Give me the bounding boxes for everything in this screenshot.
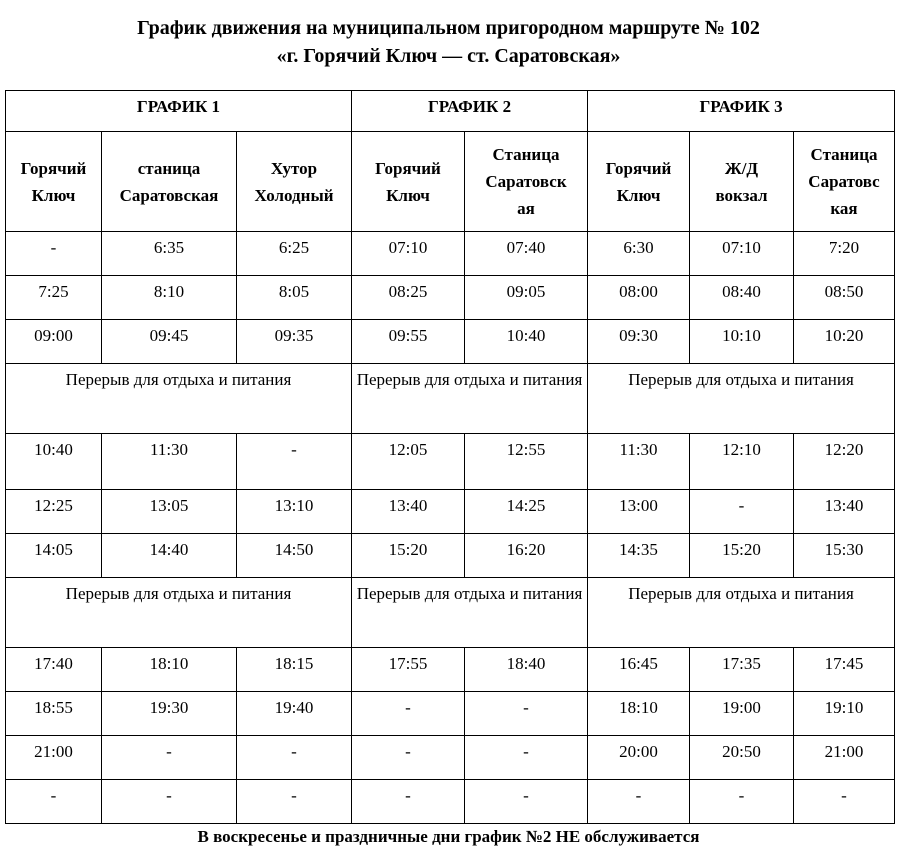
footer-note: В воскресенье и праздничные дни график №2 НЕ обслуживается <box>197 827 700 846</box>
time-cell: 15:30 <box>794 534 895 578</box>
time-cell: 17:55 <box>352 648 465 692</box>
time-cell: 15:20 <box>690 534 794 578</box>
time-cell: 13:40 <box>794 490 895 534</box>
stop-header-line: Горячий <box>605 158 672 178</box>
time-cell: 20:50 <box>690 736 794 780</box>
time-cell: - <box>465 692 588 736</box>
time-cell: 18:40 <box>465 648 588 692</box>
stop-header-line: Ключ <box>386 185 430 205</box>
time-cell: 18:15 <box>237 648 352 692</box>
time-cell: 12:55 <box>465 434 588 490</box>
time-cell: 17:40 <box>6 648 102 692</box>
time-cell: 07:40 <box>465 232 588 276</box>
time-cell: 10:10 <box>690 320 794 364</box>
break-row <box>6 364 895 434</box>
time-cell: 6:35 <box>102 232 237 276</box>
time-cell: 11:30 <box>102 434 237 490</box>
time-cell: 12:20 <box>794 434 895 490</box>
time-cell: - <box>102 736 237 780</box>
table-row <box>6 692 895 736</box>
time-cell: - <box>102 780 237 824</box>
break-cell: Перерыв для отдыха и питания <box>588 364 895 434</box>
table-row <box>6 780 895 824</box>
time-cell: 09:05 <box>465 276 588 320</box>
time-cell: 19:10 <box>794 692 895 736</box>
group-header-row <box>6 91 895 132</box>
stop-header-line: кая <box>830 199 858 218</box>
stop-header-4 <box>465 132 588 232</box>
time-cell: 09:55 <box>352 320 465 364</box>
time-cell: 12:25 <box>6 490 102 534</box>
time-cell: 08:50 <box>794 276 895 320</box>
time-cell: 19:00 <box>690 692 794 736</box>
table-row <box>6 232 895 276</box>
time-cell: - <box>237 780 352 824</box>
break-cell: Перерыв для отдыха и питания <box>352 364 588 434</box>
stop-header-line: ая <box>517 199 535 218</box>
time-cell: 8:10 <box>102 276 237 320</box>
schedule-2-header: ГРАФИК 2 <box>352 91 588 132</box>
break-cell: Перерыв для отдыха и питания <box>6 578 352 648</box>
time-cell: 21:00 <box>6 736 102 780</box>
time-cell: 10:40 <box>6 434 102 490</box>
stop-header-line: Ж/Д <box>724 158 759 178</box>
table-row <box>6 434 895 490</box>
break-cell: Перерыв для отдыха и питания <box>6 364 352 434</box>
stop-header-line: Саратовск <box>485 172 567 191</box>
time-cell: - <box>690 490 794 534</box>
time-cell: - <box>352 780 465 824</box>
time-cell: 10:20 <box>794 320 895 364</box>
time-cell: 19:30 <box>102 692 237 736</box>
break-cell: Перерыв для отдыха и питания <box>588 578 895 648</box>
table-row <box>6 320 895 364</box>
time-cell: 18:10 <box>588 692 690 736</box>
schedule-3-header: ГРАФИК 3 <box>588 91 895 132</box>
time-cell: - <box>6 780 102 824</box>
time-cell: 09:35 <box>237 320 352 364</box>
time-cell: 6:30 <box>588 232 690 276</box>
time-cell: 20:00 <box>588 736 690 780</box>
break-row <box>6 578 895 648</box>
time-cell: 09:30 <box>588 320 690 364</box>
stop-header-line: станица <box>137 158 201 178</box>
stop-header-line: Горячий <box>20 158 87 178</box>
time-cell: 14:25 <box>465 490 588 534</box>
time-cell: - <box>465 780 588 824</box>
time-cell: 13:40 <box>352 490 465 534</box>
time-cell: 18:55 <box>6 692 102 736</box>
time-cell: 17:45 <box>794 648 895 692</box>
stop-header-line: Станица <box>492 145 560 164</box>
stop-header-line: Ключ <box>31 185 76 205</box>
time-cell: 21:00 <box>794 736 895 780</box>
stop-header-line: Холодный <box>254 185 334 205</box>
break-cell: Перерыв для отдыха и питания <box>352 578 588 648</box>
time-cell: - <box>588 780 690 824</box>
time-cell: 7:25 <box>6 276 102 320</box>
table-row <box>6 276 895 320</box>
time-cell: 08:40 <box>690 276 794 320</box>
time-cell: - <box>237 736 352 780</box>
schedule-1-header: ГРАФИК 1 <box>6 91 352 132</box>
table-row <box>6 490 895 534</box>
stop-header-7 <box>794 132 895 232</box>
time-cell: 14:50 <box>237 534 352 578</box>
page-title-line-1: График движения на муниципальном пригородном маршруте № 102 <box>137 17 760 39</box>
stop-header-line: Горячий <box>375 158 441 178</box>
table-row <box>6 736 895 780</box>
time-cell: 10:40 <box>465 320 588 364</box>
time-cell: 11:30 <box>588 434 690 490</box>
time-cell: 08:00 <box>588 276 690 320</box>
time-cell: 09:45 <box>102 320 237 364</box>
time-cell: 13:10 <box>237 490 352 534</box>
time-cell: 09:00 <box>6 320 102 364</box>
time-cell: - <box>6 232 102 276</box>
time-cell: 16:20 <box>465 534 588 578</box>
time-cell: - <box>352 736 465 780</box>
time-cell: - <box>465 736 588 780</box>
stop-header-line: Саратовс <box>808 172 880 191</box>
stop-header-line: Станица <box>810 145 878 164</box>
time-cell: 19:40 <box>237 692 352 736</box>
time-cell: 16:45 <box>588 648 690 692</box>
time-cell: 17:35 <box>690 648 794 692</box>
stop-header-line: Ключ <box>616 185 661 205</box>
time-cell: 18:10 <box>102 648 237 692</box>
time-cell: 12:05 <box>352 434 465 490</box>
stop-header-2 <box>237 132 352 232</box>
time-cell: - <box>690 780 794 824</box>
time-cell: 8:05 <box>237 276 352 320</box>
stop-header-line: вокзал <box>715 185 768 205</box>
stop-header-line: Саратовская <box>119 185 219 205</box>
schedule-table <box>5 90 895 824</box>
table-row <box>6 648 895 692</box>
stop-header-5 <box>588 132 690 232</box>
stop-header-0 <box>6 132 102 232</box>
time-cell: - <box>352 692 465 736</box>
time-cell: 13:00 <box>588 490 690 534</box>
time-cell: 7:20 <box>794 232 895 276</box>
time-cell: 07:10 <box>690 232 794 276</box>
time-cell: - <box>237 434 352 490</box>
stop-header-line: Хутор <box>270 158 318 178</box>
stop-header-6 <box>690 132 794 232</box>
stop-header-3 <box>352 132 465 232</box>
time-cell: 12:10 <box>690 434 794 490</box>
time-cell: 15:20 <box>352 534 465 578</box>
time-cell: 14:40 <box>102 534 237 578</box>
stop-header-1 <box>102 132 237 232</box>
time-cell: 14:05 <box>6 534 102 578</box>
time-cell: 08:25 <box>352 276 465 320</box>
page-title-line-2: «г. Горячий Ключ — ст. Саратовская» <box>276 45 621 67</box>
time-cell: - <box>794 780 895 824</box>
time-cell: 6:25 <box>237 232 352 276</box>
stop-header-row <box>6 132 895 232</box>
table-row <box>6 534 895 578</box>
time-cell: 07:10 <box>352 232 465 276</box>
time-cell: 14:35 <box>588 534 690 578</box>
time-cell: 13:05 <box>102 490 237 534</box>
